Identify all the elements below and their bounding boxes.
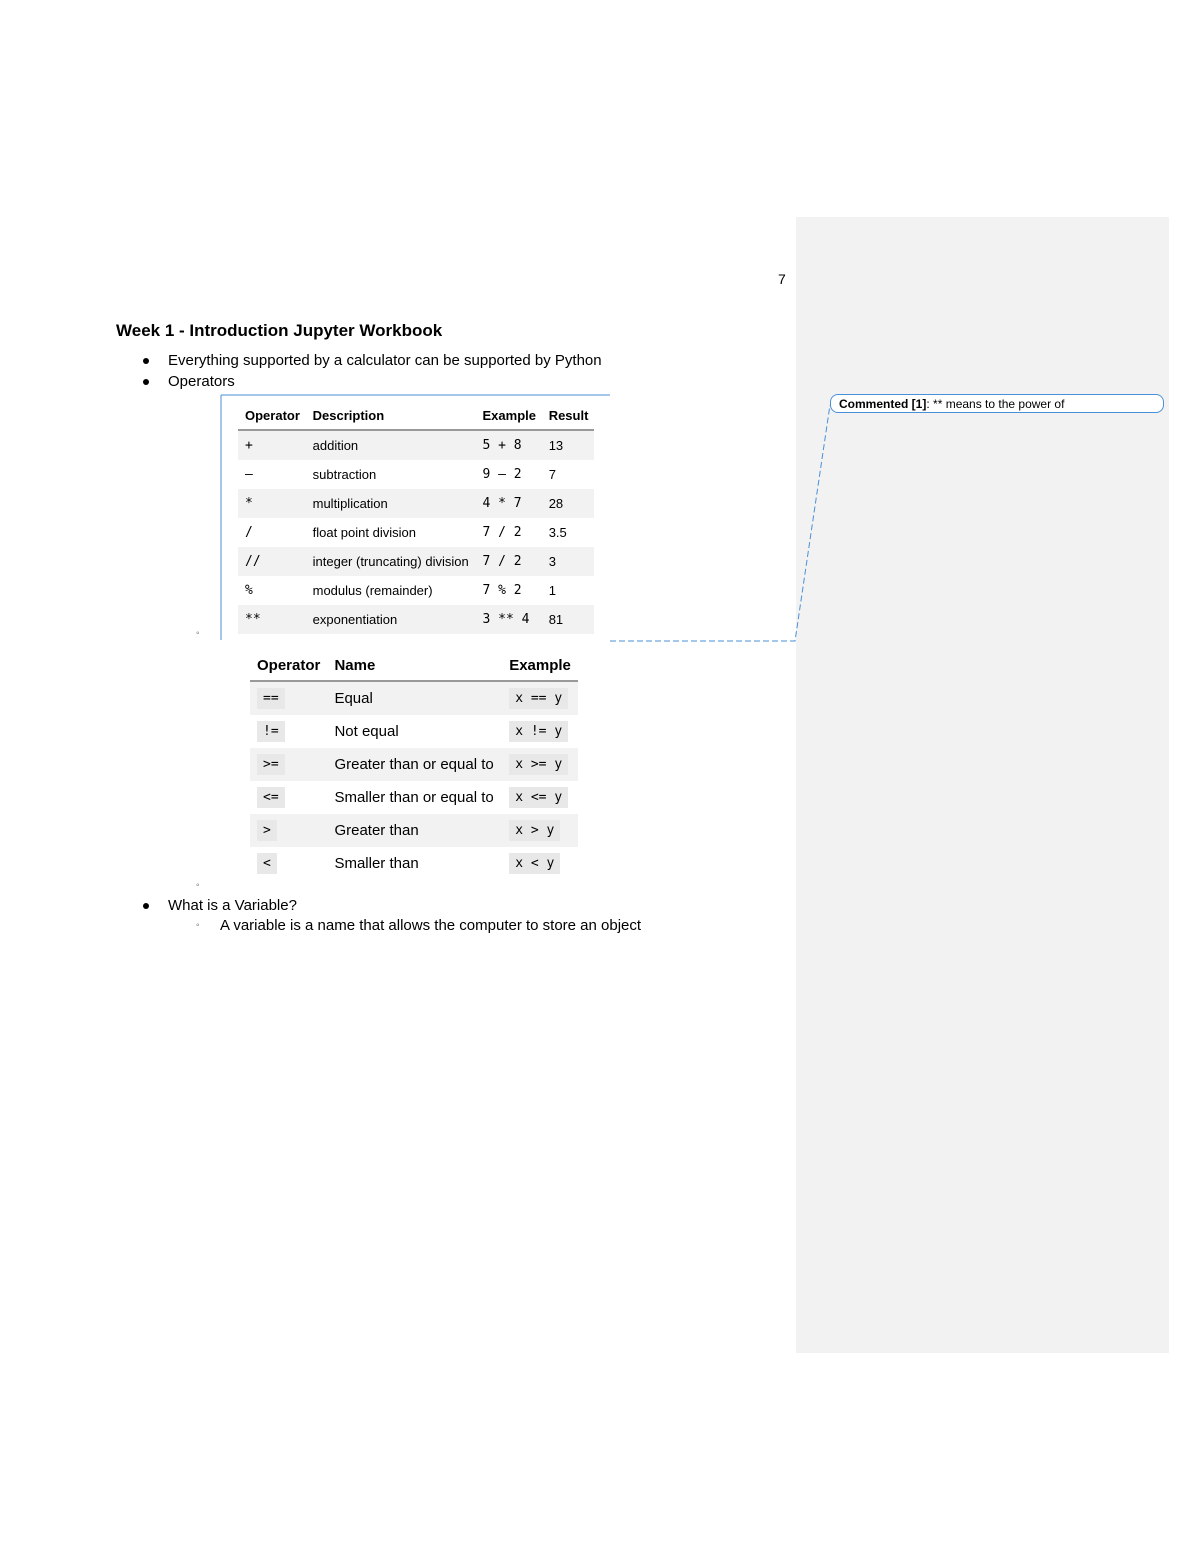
table-row (250, 681, 578, 715)
operator-chip: >= (257, 754, 285, 775)
table-row (250, 748, 578, 781)
name-cell: Smaller than or equal to (334, 789, 494, 806)
result-cell: 28 (542, 489, 594, 518)
example-chip: x >= y (509, 754, 568, 775)
comment-text: ** means to the power of (933, 396, 1065, 411)
operator-cell: ** (238, 605, 306, 634)
bullet-dot-icon (143, 903, 149, 909)
arithmetic-operators-table (238, 401, 594, 634)
table-row (238, 547, 594, 576)
column-header: Result (542, 401, 594, 430)
sub-bullet-icon: ◦ (196, 628, 200, 639)
table-header-row (250, 650, 578, 681)
table-row (250, 847, 578, 880)
column-header: Example (476, 401, 542, 430)
example-chip: x > y (509, 820, 560, 841)
operator-cell: / (245, 525, 253, 540)
comment-separator: : (926, 396, 930, 411)
bullet-text: Everything supported by a calculator can be supported by Python (168, 352, 602, 369)
operator-chip: > (257, 820, 277, 841)
operator-chip: != (257, 721, 285, 742)
table-row (238, 518, 594, 547)
result-cell: 13 (542, 430, 594, 460)
table-row (250, 781, 578, 814)
column-header: Operator (238, 401, 306, 430)
result-cell: 3 (542, 547, 594, 576)
example-cell: 4 * 7 (476, 489, 542, 518)
operator-cell: * (238, 489, 306, 518)
sub-bullet-marker (196, 880, 220, 891)
table-row (250, 715, 578, 748)
comment-author: Commented [1] (839, 396, 927, 411)
operator-cell: % (245, 583, 253, 598)
bullet-text: What is a Variable? (168, 897, 297, 914)
result-cell: 81 (542, 605, 594, 634)
description-cell: integer (truncating) division (306, 547, 476, 576)
comment-margin-pane (796, 217, 1169, 1353)
bullet-variable (143, 897, 297, 914)
column-header: Example (502, 650, 578, 681)
sub-bullet-icon: ◦ (196, 880, 200, 891)
bullet-calculator (143, 352, 602, 369)
example-chip: x <= y (509, 787, 568, 808)
example-cell: 3 ** 4 (476, 605, 542, 634)
table-row (238, 460, 594, 489)
operator-cell: + (238, 430, 306, 460)
example-chip: x != y (509, 721, 568, 742)
example-chip: x == y (509, 688, 568, 709)
operator-cell: – (245, 467, 253, 482)
description-cell: addition (306, 430, 476, 460)
result-cell: 1 (548, 583, 556, 598)
operator-chip: < (257, 853, 277, 874)
bullet-dot-icon (143, 358, 149, 364)
operator-cell: // (238, 547, 306, 576)
name-cell: Not equal (334, 723, 399, 740)
description-cell: subtraction (312, 467, 377, 482)
example-cell: 7 / 2 (476, 547, 542, 576)
description-cell: float point division (312, 525, 416, 540)
name-cell: Smaller than (334, 855, 419, 872)
table-row (238, 489, 594, 518)
name-cell: Greater than or equal to (327, 748, 502, 781)
example-chip: x < y (509, 853, 560, 874)
column-header: Operator (250, 650, 327, 681)
description-cell: multiplication (306, 489, 476, 518)
name-cell: Equal (327, 681, 502, 715)
bullet-operators (143, 373, 235, 390)
result-cell: 7 (548, 467, 556, 482)
operator-chip: == (257, 688, 285, 709)
description-cell: modulus (remainder) (312, 583, 433, 598)
table-row (238, 605, 594, 634)
sub-bullet-variable-definition (196, 917, 641, 934)
example-cell: 7 % 2 (482, 583, 522, 598)
example-cell: 9 – 2 (482, 467, 522, 482)
page-number: 7 (778, 271, 786, 287)
column-header: Description (306, 401, 476, 430)
sub-bullet-icon: ◦ (196, 920, 200, 931)
description-cell: exponentiation (306, 605, 476, 634)
comment-balloon[interactable] (830, 394, 1164, 413)
bullet-text: Operators (168, 373, 235, 390)
operator-chip: <= (257, 787, 285, 808)
comparison-operators-table (250, 650, 578, 880)
name-cell: Greater than (327, 814, 502, 847)
sub-bullet-text: A variable is a name that allows the computer to store an object (220, 917, 642, 934)
table-row (238, 430, 594, 460)
bullet-dot-icon (143, 379, 149, 385)
table-row (250, 814, 578, 847)
table-header-row (238, 401, 594, 430)
example-cell: 5 + 8 (476, 430, 542, 460)
column-header: Name (327, 650, 502, 681)
document-title: Week 1 - Introduction Jupyter Workbook (116, 321, 443, 340)
example-cell: 7 / 2 (482, 525, 522, 540)
result-cell: 3.5 (548, 525, 567, 540)
table-row (238, 576, 594, 605)
sub-bullet-marker (196, 628, 220, 639)
